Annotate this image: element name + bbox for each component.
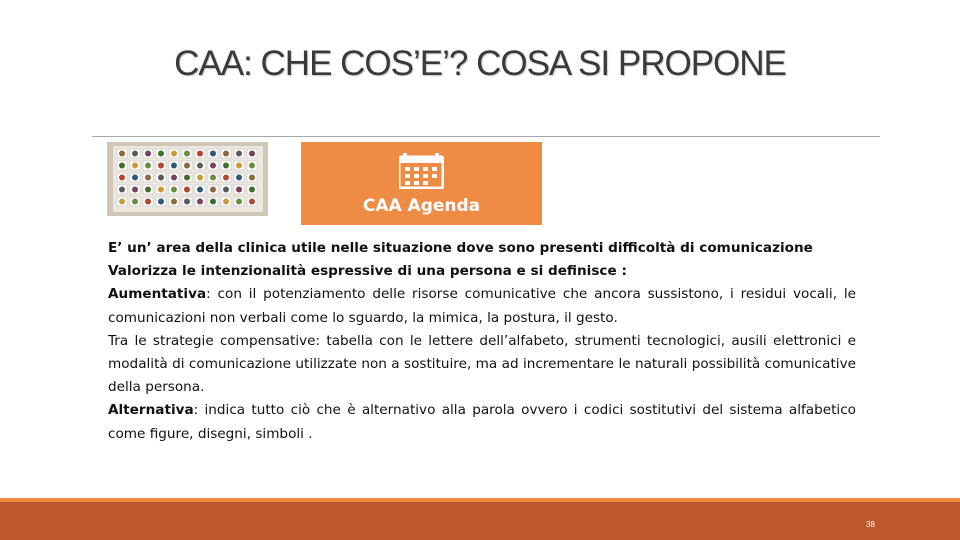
aumentativa-text: : con il potenziamento delle risorse comunicative che ancora sussistono, i residui vocali, le comunicazioni non verbali come lo sguardo, la mimica, la postura, il gesto. xyxy=(108,286,856,326)
aumentativa-term: Aumentativa xyxy=(108,286,207,303)
caa-agenda-image xyxy=(301,142,542,225)
footer-bar xyxy=(0,502,960,540)
strategie-paragraph: Tra le strategie compensative: tabella con le lettere dell’alfabeto, strumenti tecnologici, ausili elettronici e modalità di comunicazione utilizzate non a sostituire, ma ad incrementare le naturali possibilità comunicative della persona. xyxy=(108,332,856,396)
body-text xyxy=(108,237,856,446)
definition-line: Valorizza le intenzionalità espressive di una persona e si definisce : xyxy=(108,263,627,280)
title-divider xyxy=(92,136,880,137)
page-number: 38 xyxy=(866,520,875,529)
agenda-label: CAA Agenda xyxy=(362,196,481,216)
communication-board-photo xyxy=(107,142,268,216)
slide-title: CAA: CHE COS’E’? COSA SI PROPONE xyxy=(174,44,786,83)
alternativa-paragraph xyxy=(108,399,856,445)
alternativa-text: : indica tutto ciò che è alternativo alla parola ovvero i codici sostitutivi del sistema alfabetico come figure, disegni, simboli . xyxy=(108,402,856,442)
alternativa-term: Alternativa xyxy=(108,402,194,419)
aumentativa-paragraph xyxy=(108,283,856,329)
intro-line: E’ un’ area della clinica utile nelle situazione dove sono presenti difficoltà di comunicazione xyxy=(108,240,813,256)
calendar-icon xyxy=(399,153,444,189)
